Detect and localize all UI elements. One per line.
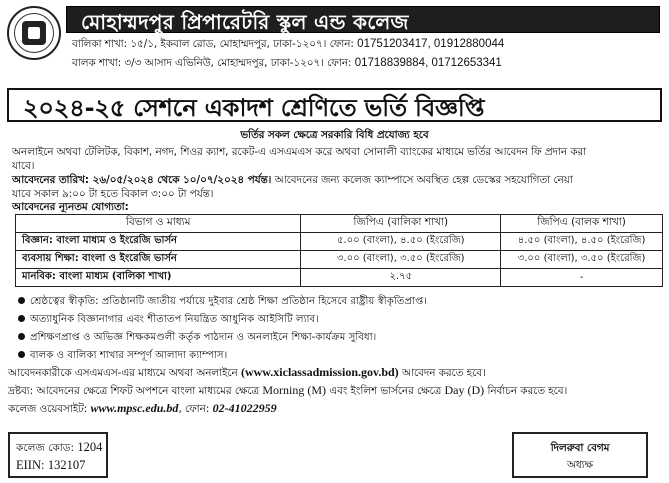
govt-rule-line: ভর্তির সকল ক্ষেত্রে সরকারি বিধি প্রযোজ্য হবে	[240, 129, 429, 141]
time-line: যাবে সকাল ৯:০০ টা হতে বিকাল ৩:০০ টা পর্যন্ত।	[12, 188, 214, 200]
notice-heading: ২০২৪-২৫ সেশনে একাদশ শ্রেণিতে ভর্তি বিজ্ঞপ্তি	[23, 94, 485, 122]
list-item: বালক ও বালিকা শাখার সম্পূর্ণ আলাদা ক্যাম্পাস।	[18, 348, 227, 365]
list-item: অত্যাধুনিক বিজ্ঞানাগার এবং শীতাতপ নিয়ন্ত্রিত আধুনিক আইসিটি ল্যাব।	[18, 312, 319, 329]
school-logo-icon	[7, 6, 61, 60]
principal-title: অধ্যক্ষ	[566, 459, 594, 471]
day-shift: Day (D)	[444, 383, 485, 397]
college-website-link[interactable]: www.mpsc.edu.bd	[90, 401, 179, 415]
principal-signature-box	[512, 432, 648, 478]
admission-url-link[interactable]: (www.xiclassadmission.gov.bd)	[240, 365, 399, 379]
morning-shift: Morning (M)	[262, 383, 326, 397]
bullet-icon	[18, 333, 25, 340]
application-date: আবেদনের তারিখ: ২৬/০৫/২০২৪ থেকে ১০/০৭/২০২৪ পর্যন্ত।	[12, 174, 272, 186]
table-cell-department: বিজ্ঞান: বাংলা মাধ্যম ও ইংরেজি ভার্সন	[16, 233, 301, 251]
bullet-icon	[18, 351, 25, 358]
table-cell-gpa-boys: ৩.০০ (বাংলা), ৩.৫০ (ইংরেজি)	[501, 251, 663, 269]
table-row	[16, 251, 663, 269]
list-item: প্রশিক্ষণপ্রাপ্ত ও অভিজ্ঞ শিক্ষকমণ্ডলী কর্তৃক পাঠদান ও অনলাইনে শিক্ষা-কার্যক্রম সুবিধা।	[18, 330, 376, 347]
girls-branch-address: বালিকা শাখা: ১৫/১, ইকবাল রোড, মোহাম্মদপুর, ঢাকা-১২০৭। ফোন: 01751203417, 01912880044	[72, 38, 505, 50]
min-qualification-label: আবেদনের ন্যূনতম যোগ্যতা:	[12, 201, 129, 213]
bullet-icon	[18, 315, 25, 322]
college-phone: 02-41022959	[212, 401, 277, 415]
boys-branch-phone: 01718839884, 01712653341	[354, 57, 502, 69]
table-cell-gpa-boys: -	[501, 269, 663, 287]
table-cell-gpa-girls: ৫.০০ (বাংলা), ৪.৫০ (ইংরেজি)	[301, 233, 501, 251]
table-cell-gpa-girls: ২.৭৫	[301, 269, 501, 287]
table-header-cell: বিভাগ ও মাধ্যম	[16, 215, 301, 233]
girls-branch-phone: 01751203417, 01912880044	[357, 38, 505, 50]
table-cell-gpa-girls: ৩.০০ (বাংলা), ৩.৫০ (ইংরেজি)	[301, 251, 501, 269]
fee-line-1: অনলাইনে অথবা টেলিটক, বিকাশ, নগদ, শিওর ক্যাশ, রকেট-এ এসএমএস করে অথবা সোনালী ব্যাংকের মাধ্যমে ভর্তির আবেদন ফি প্রদান করা	[12, 146, 587, 158]
table-header-row	[16, 215, 663, 233]
date-line: আবেদনের তারিখ: ২৬/০৫/২০২৪ থেকে ১০/০৭/২০২৪ পর্যন্ত। আবেদনের জন্য কলেজ ক্যাম্পাসে অবস্থিত হেল্প ডেস্কের সহযোগিতা নেয়া	[12, 174, 573, 186]
shift-note: দ্রষ্টব্য: আবেদনের ক্ষেত্রে শিফট অপশনে বাংলা মাধ্যমের ক্ষেত্রে Morning (M) এবং ইংলিশ ভার্সনের ক্ষেত্রে Day (D) নির্বাচন করতে হবে।	[8, 383, 568, 397]
apply-line: আবেদনকারীকে এসএমএস-এর মাধ্যমে অথবা অনলাইনে (www.xiclassadmission.gov.bd) আবেদন করতে হবে।	[8, 365, 486, 379]
notice-heading-box	[7, 88, 662, 122]
fee-line-2: যাবে।	[12, 160, 35, 172]
principal-name: দিলরুবা বেগম	[550, 442, 610, 454]
table-cell-department: ব্যবসায় শিক্ষা: বাংলা ও ইংরেজি ভার্সন	[16, 251, 301, 269]
table-header-cell: জিপিএ (বালক শাখা)	[501, 215, 663, 233]
school-name-banner	[66, 6, 660, 33]
list-item: শ্রেষ্ঠত্বের স্বীকৃতি: প্রতিষ্ঠানটি জাতীয় পর্যায়ে দুইবার শ্রেষ্ঠ শিক্ষা প্রতিষ্ঠান হিসেবে রাষ্ট্রীয় স্বীকৃতিপ্রাপ্ত।	[18, 294, 427, 311]
website-line: কলেজ ওয়েবসাইট: www.mpsc.edu.bd, ফোন: 02-41022959	[8, 401, 277, 415]
table-cell-gpa-boys: ৪.৫০ (বাংলা), ৪.৫০ (ইংরেজি)	[501, 233, 663, 251]
table-cell-department: মানবিক: বাংলা মাধ্যম (বালিকা শাখা)	[16, 269, 301, 287]
table-header-cell: জিপিএ (বালিকা শাখা)	[301, 215, 501, 233]
college-code-box: কলেজ কোড: 1204 EIIN: 132107	[8, 432, 108, 478]
school-name: মোহাম্মদপুর প্রিপারেটরি স্কুল এন্ড কলেজ	[81, 10, 409, 34]
table-row	[16, 269, 663, 287]
college-code: 1204	[77, 440, 103, 454]
eiin-number: 132107	[47, 458, 86, 472]
boys-branch-address: বালক শাখা: ৩/৩ আসাদ এভিনিউ, মোহাম্মদপুর, ঢাকা-১২০৭। ফোন: 01718839884, 01712653341	[72, 57, 502, 69]
gpa-table	[15, 214, 663, 287]
bullet-icon	[18, 297, 25, 304]
table-row	[16, 233, 663, 251]
